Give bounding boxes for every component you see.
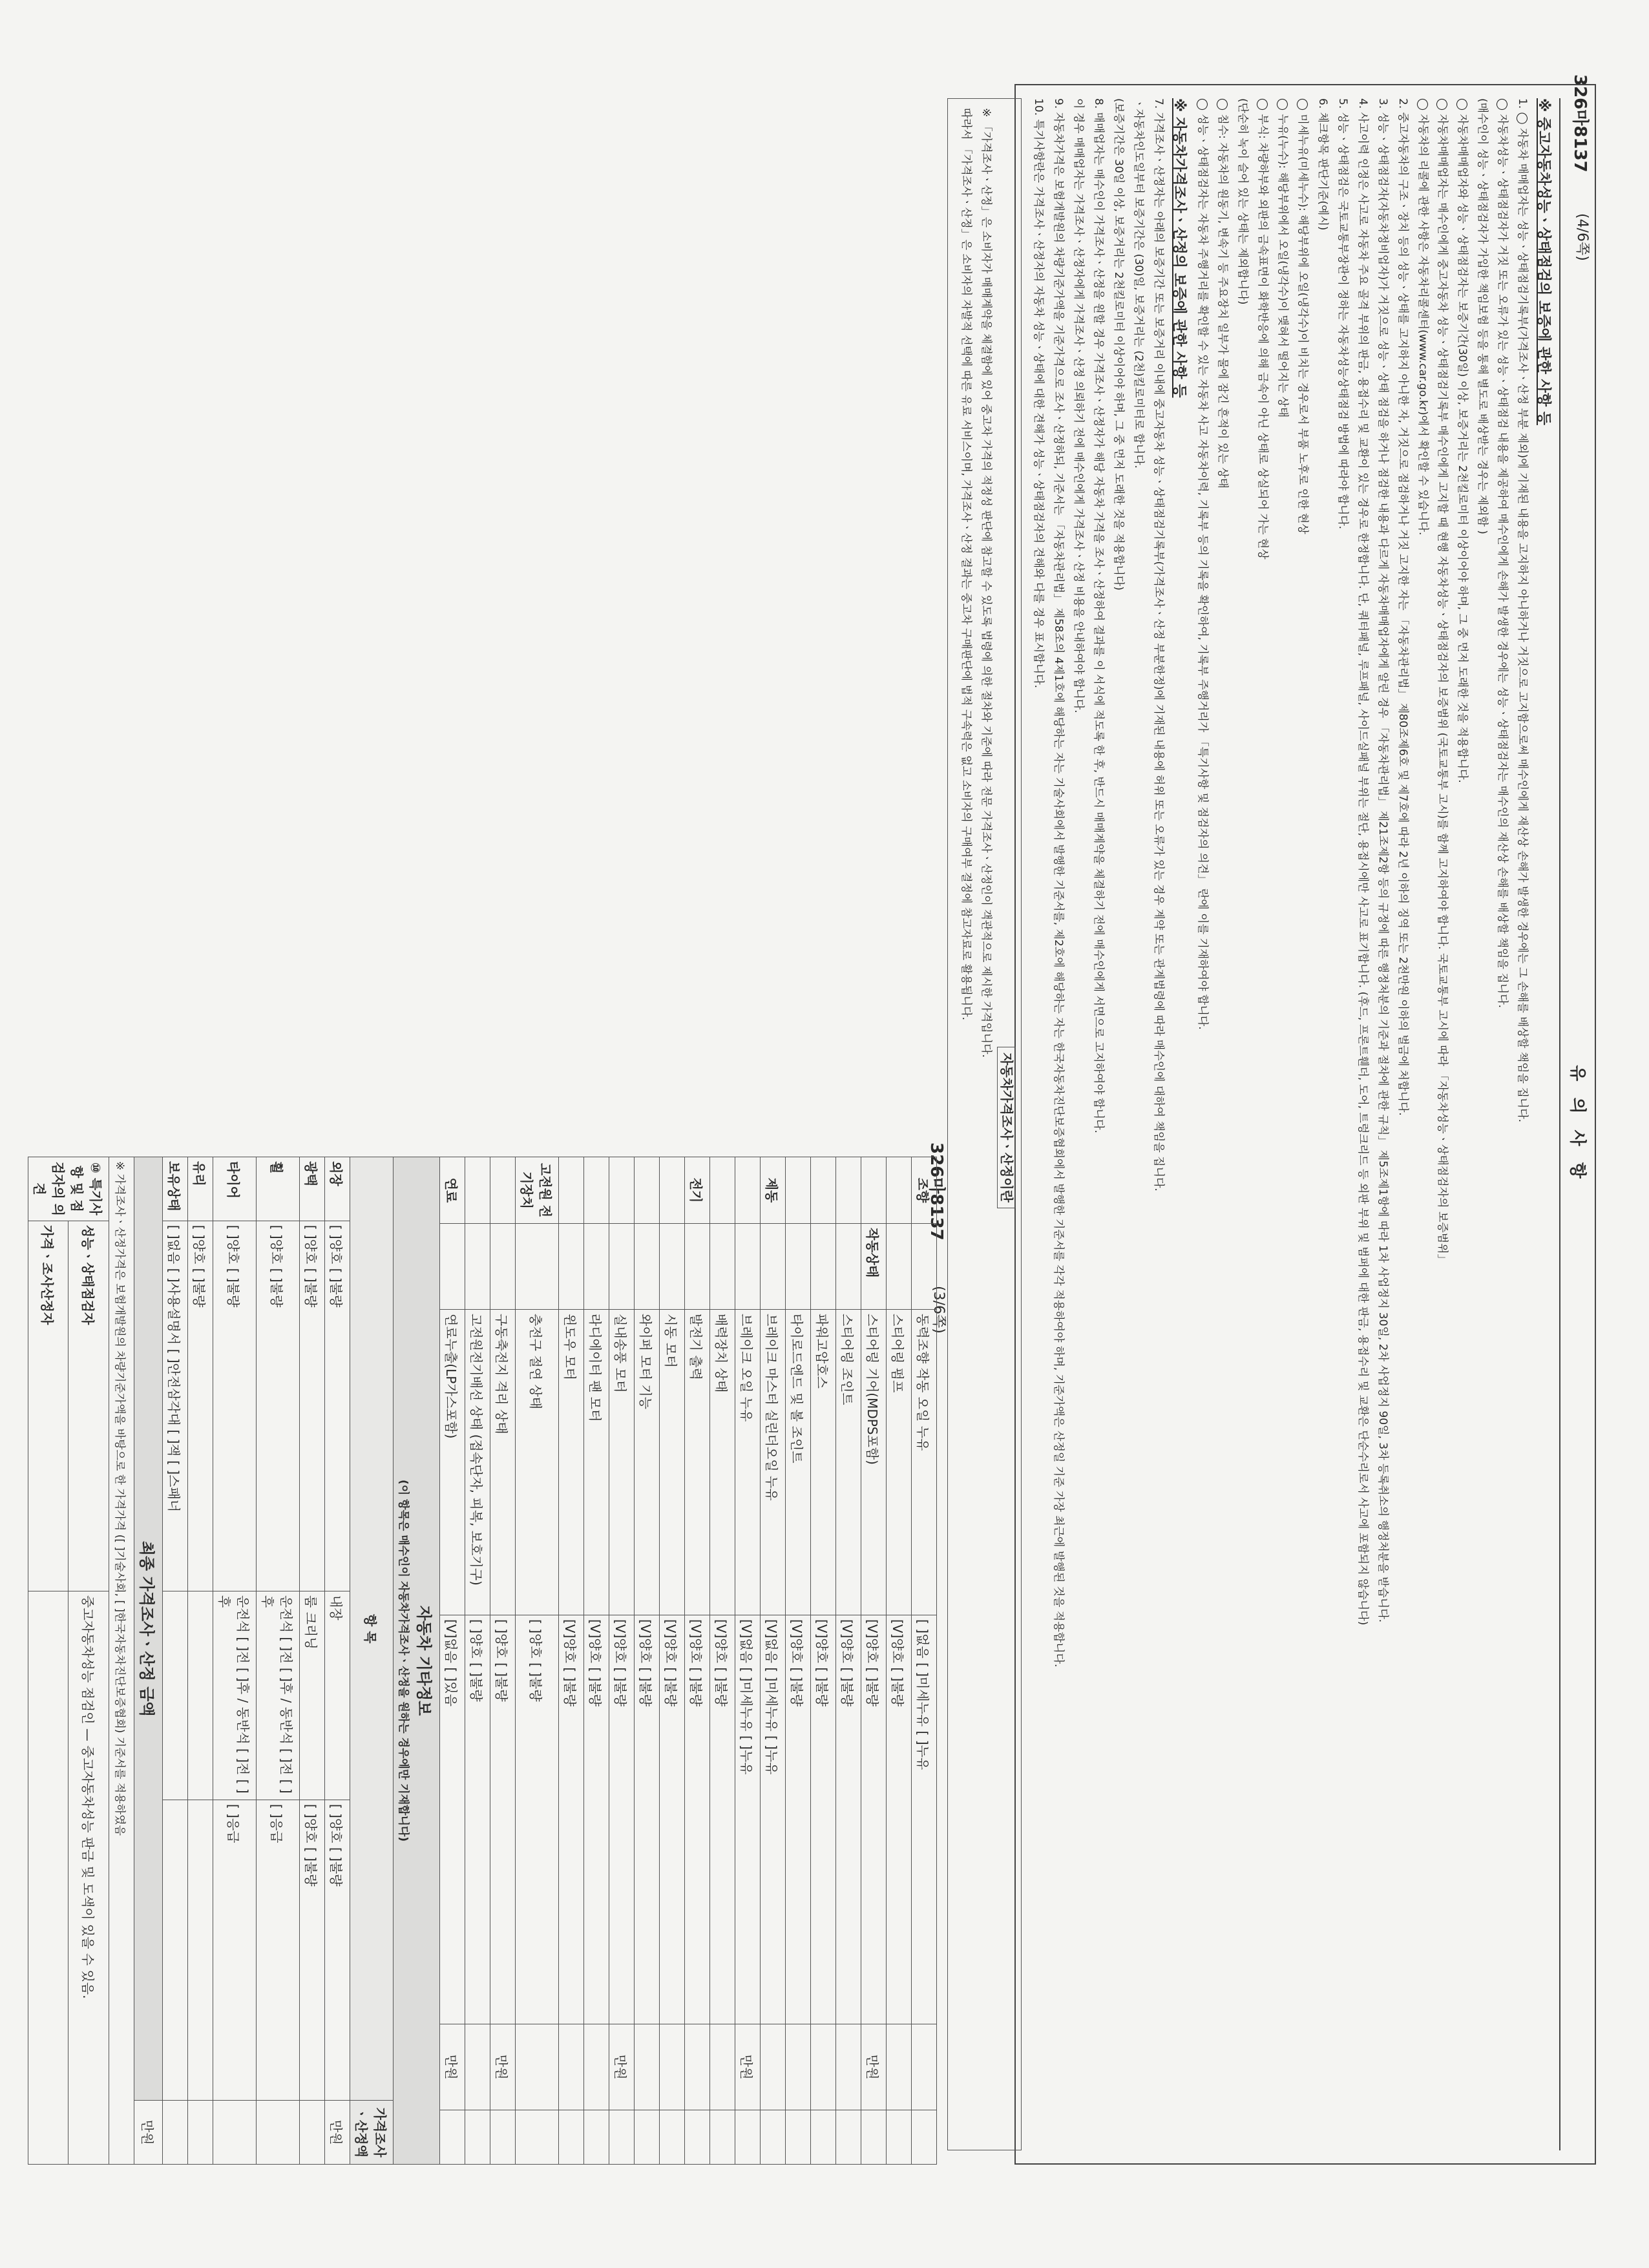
row-options: [V]양호 [ ]불량 — [710, 1615, 735, 2024]
row-options: [ ]양호 [ ]불량 — [490, 1615, 516, 2024]
extra-sub: 운전석 [ ]전 [ ]후 / 동반석 [ ]전 [ ]후 — [257, 1591, 300, 1800]
row-options: [V]양호 [ ]불량 — [635, 1615, 660, 2024]
note-item: (단순히 녹이 슬어 있는 상태는 제외합니다) — [1236, 98, 1250, 305]
extra-options2 — [163, 1800, 188, 2100]
extra-options2 — [188, 1800, 213, 2100]
extra-options: [ ]양호 [ ]불량 — [213, 1221, 257, 1591]
row-item: 구동축전지 격리 상태 — [490, 1310, 516, 1615]
row-unit — [584, 2024, 609, 2110]
row-unit — [912, 2024, 937, 2110]
inspection-table-panel — [32, 1157, 937, 2165]
note-item: 3. 성능ㆍ상태점검자(자동차정비업자)가 거짓으로 성능ㆍ상태 점검을 하거나 점검한 내용과 다르게 자동차매매업자에게 알린 경우 「자동차관리법」 제21조제2항 등의 규정에 따른 행정처분의 기준과 절차에 관한 규칙」 제5조제1항에 따라 1차 사업정지 30일, 2차 사업정지 90일, 3차 등록취소의 행정처분을 받습니다. — [1376, 98, 1389, 1623]
price-assessor-label: 가격ㆍ조사산정자 — [28, 1221, 69, 1591]
table-row — [912, 1157, 937, 2165]
note-item: (매수인이 성능ㆍ상태점검자가 가입한 책임보험 등을 통해 별도로 배상받는 경우는 제외함 ) — [1476, 98, 1489, 534]
row-category — [635, 1157, 660, 1224]
row-category — [887, 1157, 912, 1224]
sec1-title: ※ 중고자동차성능ㆍ상태점검의 보증에 관한 사항 등 — [1535, 98, 1551, 425]
table-row — [685, 1157, 710, 2165]
row-options: [V]없음 [ ]미세누유 [ ]누유 — [761, 1615, 786, 2024]
note-item: ◯ 부식: 차량하부와 외판의 금속표면이 화학반응에 의해 금속이 아닌 상태로 상실되어 가는 현상 — [1256, 98, 1270, 560]
extra-label: 휠 — [257, 1157, 300, 1221]
row-blank — [609, 2110, 635, 2165]
note-item: ◯ 누유(누수): 해당부위에서 오일(냉각수)이 맺혀서 떨어지는 상태 — [1276, 98, 1289, 418]
row-subcategory — [836, 1224, 861, 1310]
extra-sub — [188, 1591, 213, 1800]
row-item: 스티어링 조인트 — [836, 1310, 861, 1615]
note-item: 9. 자동차가격은 보험개발원의 차량기준가액을 기준가격으로 조사ㆍ산정하되, 기준서는 「자동차관리법」 제58조의 4제1호에 해당하는 자는 기술사회에서 발행한 기준서를, 제2호에 해당하는 자는 한국자동차진단보증협회에서 발행한 기준서를 각각 적용하여야 하며, 기준가액은 산정일 기준 가장 최근에 발행된 것을 적용합니다. — [1051, 98, 1065, 1668]
extra-options: [ ]양호 [ ]불량 — [188, 1221, 213, 1591]
table-row — [584, 1157, 609, 2165]
row-subcategory: 작동상태 — [861, 1224, 887, 1310]
price-definition-lines — [958, 108, 993, 2141]
extra-options: [ ]양호 [ ]불량 — [257, 1221, 300, 1591]
row-blank — [735, 2110, 761, 2165]
note-item: ◯ 자동차의 리콜에 관한 사항은 자동차리콜센터(www.car.go.kr)에서 확인할 수 있습니다. — [1416, 98, 1429, 536]
notes-heading: 유 의 사 항 — [1559, 98, 1588, 2150]
row-unit: 만원 — [861, 2024, 887, 2110]
extra-row — [188, 1157, 213, 2165]
row-blank — [912, 2110, 937, 2165]
row-item: 브레이크 마스터 실린더오일 누유 — [761, 1310, 786, 1615]
row-item: 실내송풍 모터 — [609, 1310, 635, 1615]
row-category — [811, 1157, 836, 1224]
note-item: 7. 가격조사ㆍ산정자는 아래의 보증기간 또는 보증거리 이내에 중고자동차 성능ㆍ상태점검기록부(가격조사ㆍ산정 부분한정)에 기재된 내용에 허위 또는 오류가 있는 경우 계약 또는 관계법령에 따라 매수인에 대하여 책임을 집니다. — [1151, 98, 1165, 1192]
extra-price — [163, 2101, 188, 2165]
row-unit — [559, 2024, 584, 2110]
row-category: 전기 — [685, 1157, 710, 1224]
row-options: [V]양호 [ ]불량 — [786, 1615, 811, 2024]
extra-price: 만원 — [325, 2101, 350, 2165]
row-options: [V]양호 [ ]불량 — [609, 1615, 635, 2024]
table-row — [440, 1157, 465, 2165]
row-blank — [685, 2110, 710, 2165]
note-item: 이 경우 매매업자는 가격조사ㆍ산정자에게 가격조사ㆍ산정 의뢰하기 전에 매수인에게 가격조사ㆍ산정 비용을 안내하여야 합니다. — [1071, 98, 1085, 713]
row-options: [ ]없음 [ ]미세누유 [ ]누유 — [912, 1615, 937, 2024]
table-row — [811, 1157, 836, 2165]
extra-row — [325, 1157, 350, 2165]
row-options: [ ]양호 [ ]불량 — [516, 1615, 559, 2024]
extra-row — [300, 1157, 325, 2165]
note-item: ◯ 성능ㆍ상태점검자는 자동차 주행거리를 확인할 수 있는 자동차 사고 자동차이력, 기록부 등의 기록을 확인하여, 기록부 주행거리가 「특기사항 및 점검자의 의견」 란에 이를 기재하여야 합니다. — [1196, 98, 1210, 1030]
row-unit: 만원 — [490, 2024, 516, 2110]
row-blank — [761, 2110, 786, 2165]
row-blank — [440, 2110, 465, 2165]
extra-options: [ ]양호 [ ]불량 — [325, 1221, 350, 1591]
row-unit: 만원 — [609, 2024, 635, 2110]
row-category — [710, 1157, 735, 1224]
extra-options2: [ ]양호 [ ]불량 — [300, 1800, 325, 2100]
row-unit — [887, 2024, 912, 2110]
perf-inspector-label: 성능ㆍ상태점검자 — [68, 1221, 109, 1591]
price-definition-box — [947, 98, 1022, 2150]
final-price-title: 최종 가격조사ㆍ산정 금액 — [134, 1157, 163, 2101]
sec2-list — [1031, 98, 1166, 2150]
row-subcategory — [735, 1224, 761, 1310]
row-options: [V]양호 [ ]불량 — [559, 1615, 584, 2024]
row-item: 충전구 절연 상태 — [516, 1310, 559, 1615]
row-subcategory — [635, 1224, 660, 1310]
extra-label: 광택 — [300, 1157, 325, 1221]
row-blank — [786, 2110, 811, 2165]
table-row — [861, 1157, 887, 2165]
row-item: 배력장치 상태 — [710, 1310, 735, 1615]
row-unit — [516, 2024, 559, 2110]
extra-price — [213, 2101, 257, 2165]
row-subcategory — [660, 1224, 685, 1310]
extra-info-title: 자동차 기타정보 (이 항목은 매수인이 자동차가격조사ㆍ산정을 원하는 경우에만 기재합니다) — [394, 1157, 440, 2165]
row-category — [609, 1157, 635, 1224]
extra-info-table — [28, 1157, 440, 2165]
row-subcategory — [490, 1224, 516, 1310]
row-subcategory — [786, 1224, 811, 1310]
row-unit — [710, 2024, 735, 2110]
final-footnote: ※ 가격조사ㆍ산정가격은 보험개발원의 차량기준가액을 바탕으로 한 가격가격 ([ ]기술사회, [ ]한국자동차진단보증협회) 기준서를 적용하였음 — [109, 1157, 134, 2165]
extra-head-price: 가격조사ㆍ산정액 — [350, 2101, 394, 2165]
extra-options2: [ ]응급 — [213, 1800, 257, 2100]
row-item: 브레이크 오일 누유 — [735, 1310, 761, 1615]
extra-price — [257, 2101, 300, 2165]
row-category — [584, 1157, 609, 1224]
extra-sub: 룸 크리닝 — [300, 1591, 325, 1800]
row-subcategory — [811, 1224, 836, 1310]
table-row — [735, 1157, 761, 2165]
inspection-table — [439, 1157, 937, 2165]
row-category — [490, 1157, 516, 1224]
extra-row — [163, 1157, 188, 2165]
extra-options2: [ ]응급 — [257, 1800, 300, 2100]
row-subcategory — [584, 1224, 609, 1310]
row-category — [465, 1157, 490, 1224]
row-subcategory — [710, 1224, 735, 1310]
row-item: 발전기 출력 — [685, 1310, 710, 1615]
note-item: 5. 성능ㆍ상태점검은 국토교통부장관이 정하는 자동차성능상태점검 방법에 따라야 합니다. — [1336, 98, 1349, 530]
row-options: [V]없음 [ ]미세누유 [ ]누유 — [735, 1615, 761, 2024]
row-unit — [811, 2024, 836, 2110]
row-item: 시동 모터 — [660, 1310, 685, 1615]
row-options: [V]양호 [ ]불량 — [584, 1615, 609, 2024]
row-blank — [635, 2110, 660, 2165]
note-item: 1. ◯ 자동차 매매업자는 성능ㆍ상태점검기록부(가격조사ㆍ산정 부분 제외)에 기재된 내용을 고지하지 아니하거나 거짓으로 고지함으로써 매수인에게 재산상 손해가 발생한 경우에는 그 손해를 배상할 책임을 집니다. — [1516, 98, 1529, 1123]
row-options: [ ]양호 [ ]불량 — [465, 1615, 490, 2024]
row-blank — [811, 2110, 836, 2165]
row-blank — [710, 2110, 735, 2165]
note-item: ◯ 미세누유(미세누수): 해당부위에 오일(냉각수)이 비치는 경우로서 부품 노후로 인한 현상 — [1296, 98, 1309, 534]
left-doc-id: 326마8137 — [927, 1142, 946, 1241]
row-blank — [660, 2110, 685, 2165]
note-item: 4. 사고이력 인정은 사고로 자동차 주요 골격 부위의 판금, 용접수리 및 교환이 있는 경우로 한정합니다. 단, 쿼터패널, 루프패널, 사이드실패널 부위는 절단, 용접시에만 사고로 표기합니다. (후드, 프론트휀더, 도어, 트렁크리드 등 외판 부위 및 범퍼에 대한 판금, 용접수리 및 교환은 단순수리로서 사고에 포함되지 않습니다) — [1356, 98, 1369, 1626]
row-unit — [635, 2024, 660, 2110]
row-unit — [761, 2024, 786, 2110]
row-options: [V]없음 [ ]있음 — [440, 1615, 465, 2024]
table-row — [559, 1157, 584, 2165]
row-category: 조향 — [912, 1157, 937, 1224]
notes-box — [960, 84, 1596, 2165]
table-row — [836, 1157, 861, 2165]
row-category: 연료 — [440, 1157, 465, 1224]
note-item: ㆍ자동차인도일부터 보증기간은 (30)일, 보증거리는 (2천)킬로미터로 합니다. — [1131, 98, 1145, 469]
extra-label: 외장 — [325, 1157, 350, 1221]
row-subcategory — [516, 1224, 559, 1310]
row-subcategory — [559, 1224, 584, 1310]
row-item: 연료누출(LP가스포함) — [440, 1310, 465, 1615]
row-category — [559, 1157, 584, 1224]
table-row — [609, 1157, 635, 2165]
extra-sub: 운전석 [ ]전 [ ]후 / 동반석 [ ]전 [ ]후 — [213, 1591, 257, 1800]
row-options: [V]양호 [ ]불량 — [685, 1615, 710, 2024]
extra-label: 보유상태 — [163, 1157, 188, 1221]
row-blank — [516, 2110, 559, 2165]
row-subcategory — [887, 1224, 912, 1310]
extra-options2: [ ]양호 [ ]불량 — [325, 1800, 350, 2100]
sec1-list — [1415, 98, 1530, 2150]
row-category: 제동 — [761, 1157, 786, 1224]
row-subcategory — [761, 1224, 786, 1310]
extra-options: [ ]양호 [ ]불량 — [300, 1221, 325, 1591]
row-blank — [887, 2110, 912, 2165]
row-options: [V]양호 [ ]불량 — [660, 1615, 685, 2024]
row-subcategory — [912, 1224, 937, 1310]
note-item: ◯ 자동차매매업자는 매수인에게 중고자동차 성능ㆍ상태점검기록부 매수인에게 고지할 때 현행 자동차성능ㆍ상태점검자의 보증범위 (국토교통부 고시)를 함께 고지하여야 합니다. 국토교통부 고시에 따라 「자동차성능ㆍ상태점검자의 보증범위」 — [1436, 98, 1449, 1265]
row-item: 라디에이터 팬 모터 — [584, 1310, 609, 1615]
table-row — [516, 1157, 559, 2165]
row-category — [660, 1157, 685, 1224]
extra-head-item: 항 목 — [350, 1157, 394, 2101]
row-blank — [861, 2110, 887, 2165]
row-blank — [559, 2110, 584, 2165]
row-item: 동력조향 작동 오일 누유 — [912, 1310, 937, 1615]
left-page-number: (3/6쪽) — [930, 1286, 947, 1334]
row-unit — [836, 2024, 861, 2110]
table-row — [710, 1157, 735, 2165]
row-blank — [490, 2110, 516, 2165]
table-row — [887, 1157, 912, 2165]
row-options: [V]양호 [ ]불량 — [811, 1615, 836, 2024]
row-category: 고전원 전기장치 — [516, 1157, 559, 1224]
note-item: ◯ 자동차성능ㆍ상태점검자가 거짓 또는 오류가 있는 성능ㆍ상태점검 내용을 제공하여 매수인에게 손해가 발생한 경우에는 성능ㆍ상태점검자는 매수인의 재산상 손해를 배상할 책임을 집니다. — [1496, 98, 1509, 1009]
row-blank — [836, 2110, 861, 2165]
right-page-number: (4/6쪽) — [1574, 213, 1590, 261]
perf-inspector-note: 중고자동차성능 점검인 — 중고자동차성능 판금 및 도색이 있을 수 있음. — [68, 1591, 109, 2164]
extra-row — [257, 1157, 300, 2165]
row-options: [V]양호 [ ]불량 — [861, 1615, 887, 2024]
extra-price — [188, 2101, 213, 2165]
row-unit — [660, 2024, 685, 2110]
row-subcategory — [609, 1224, 635, 1310]
row-subcategory — [440, 1224, 465, 1310]
row-unit — [786, 2024, 811, 2110]
price-assessor-note — [28, 1591, 69, 2164]
row-subcategory — [685, 1224, 710, 1310]
row-options: [V]양호 [ ]불량 — [887, 1615, 912, 2024]
note-item: 6. 체크항목 판단기준(예시) — [1316, 98, 1329, 231]
row-item: 파워고압호스 — [811, 1310, 836, 1615]
note-item: ※ 「가격조사ㆍ산정」은 소비자가 매매계약을 체결함에 있어 중고차 가격의 적정성 판단에 참고할 수 있도록 법령에 의한 절차와 기준에 따라 전문 가격조사ㆍ산정인이 객관적으로 제시한 가격입니다. — [980, 108, 993, 1058]
extra-label: 타이어 — [213, 1157, 257, 1221]
row-item: 윈도우 모터 — [559, 1310, 584, 1615]
table-row — [761, 1157, 786, 2165]
extra-row — [213, 1157, 257, 2165]
table-row — [635, 1157, 660, 2165]
row-unit — [465, 2024, 490, 2110]
row-subcategory — [465, 1224, 490, 1310]
extra-sub: 내장 — [325, 1591, 350, 1800]
final-price-unit: 만원 — [134, 2101, 163, 2165]
extra-price — [300, 2101, 325, 2165]
row-unit: 만원 — [440, 2024, 465, 2110]
row-item: 스티어링 펌프 — [887, 1310, 912, 1615]
notes-panel — [960, 84, 1596, 2165]
extra-sub — [163, 1591, 188, 1800]
row-category — [836, 1157, 861, 1224]
table-row — [660, 1157, 685, 2165]
row-unit — [685, 2024, 710, 2110]
sec1-list2 — [1195, 98, 1409, 2150]
row-blank — [584, 2110, 609, 2165]
row-category — [861, 1157, 887, 1224]
row-blank — [465, 2110, 490, 2165]
row-item: 타이로드엔드 및 볼 조인트 — [786, 1310, 811, 1615]
note-item: ◯ 침수: 자동차의 원동기, 변속기 등 주요장치 일부가 물에 잠긴 흔적이 있는 상태 — [1216, 98, 1230, 489]
row-item: 와이퍼 모터 기능 — [635, 1310, 660, 1615]
extra-label: 유리 — [188, 1157, 213, 1221]
row-options: [V]양호 [ ]불량 — [836, 1615, 861, 2024]
row-unit: 만원 — [735, 2024, 761, 2110]
extra-options: [ ]없음 [ ]사용설명서 [ ]안전삼각대 [ ]잭 [ ]스패너 — [163, 1221, 188, 1591]
note-item: (보증기간은 30일 이상, 보증거리는 2천킬로미터 이상이어야 하며, 그 중 먼저 도래한 것을 적용합니다) — [1111, 98, 1125, 591]
note-item: 2. 중고자동차의 구조ㆍ장치 등의 성능ㆍ상태를 고지하지 아니한 자, 거짓으로 점검하거나 거짓 고지한 자는 「자동차관리법」 제80조제6호 및 제7호에 따라 2년 이하의 징역 또는 2천만원 이하의 벌금에 처합니다. — [1396, 98, 1409, 1116]
note-item: 따라서 「가격조사ㆍ산정」은 소비자의 자발적 선택에 따른 유료 서비스이며, 가격조사ㆍ산정 결과는 중고차 구매판단에 법적 구속력은 없고 소비자의 구매여부 결정에 참고자료로 활용됩니다. — [960, 108, 973, 1020]
table-row — [465, 1157, 490, 2165]
note-item: 10. 특기사항란은 가격조사ㆍ산정자의 자동차 성능ㆍ상태에 대한 견해가 성능ㆍ상태점검자의 견해와 다를 경우 표시합니다. — [1031, 98, 1045, 688]
opinion-label: ⑩ 특기사항 및 점검자의 의견 — [28, 1157, 109, 1221]
row-item: 스티어링 기어(MDPS포함) — [861, 1310, 887, 1615]
right-doc-id: 326마8137 — [1570, 74, 1590, 173]
extra-info-note: (이 항목은 매수인이 자동차가격조사ㆍ산정을 원하는 경우에만 기재합니다) — [397, 1479, 410, 1842]
price-definition-title: 자동차가격조사ㆍ산정이란 — [997, 108, 1016, 2141]
row-item: 고전원전기배선 상태 (접속단자, 피복, 보호기구) — [465, 1310, 490, 1615]
row-category — [786, 1157, 811, 1224]
sec2-title: ※ 자동차가격조사ㆍ산정의 보증에 관한 사항 등 — [1171, 98, 1188, 398]
note-item: 8. 매매업자는 매수인이 가격조사ㆍ산정을 원할 경우 가격조사ㆍ산정자가 해당 자동차 가격을 조사ㆍ산정하여 결과를 이 서식에 적도록 한 후, 반드시 매매계약을 체결하기 전에 매수인에게 서면으로 고지하여야 합니다. — [1091, 98, 1105, 1133]
note-item: ◯ 자동차매매업자와 성능ㆍ상태점검자는 보증기간(30일) 이상, 보증거리는 2천킬로미터 이상이어야 하며, 그 중 먼저 도래한 것을 적용합니다. — [1456, 98, 1469, 783]
table-row — [490, 1157, 516, 2165]
row-category — [735, 1157, 761, 1224]
table-row — [786, 1157, 811, 2165]
